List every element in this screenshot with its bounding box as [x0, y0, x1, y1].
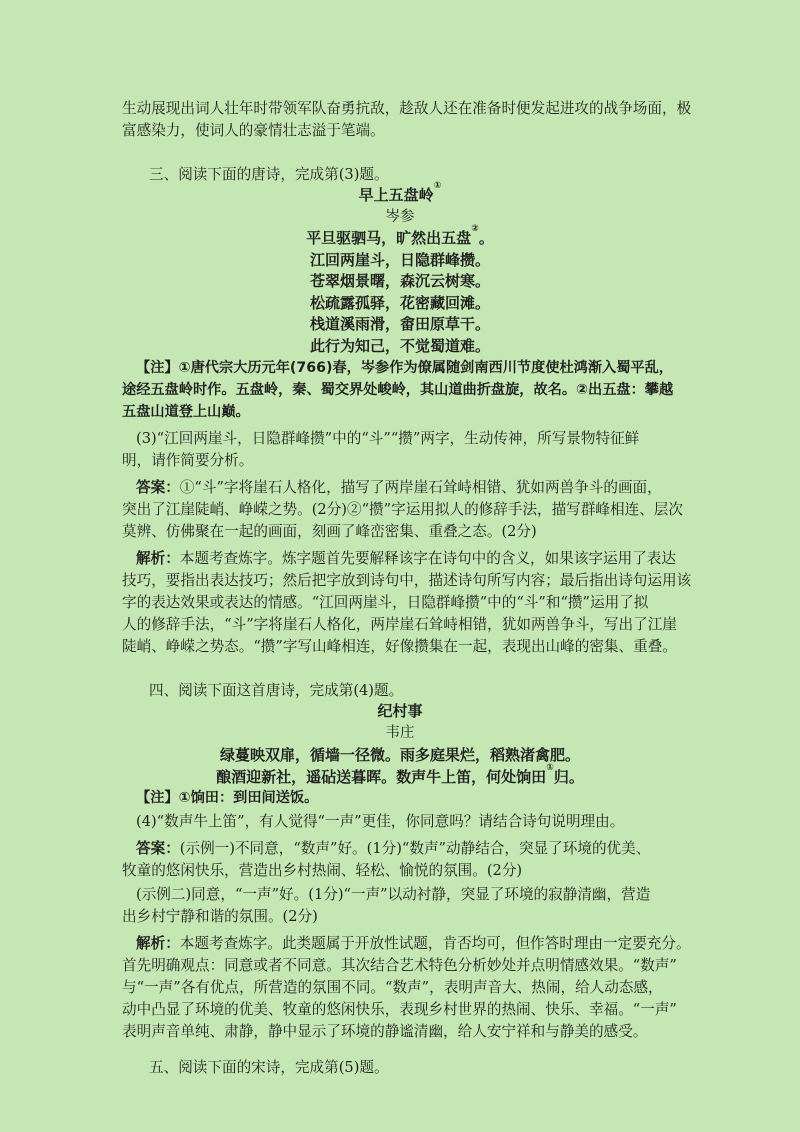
answer-4-line-2: 牧童的悠闲快乐，营造出乡村热闹、轻松、愉悦的氛围。(2分)	[122, 862, 523, 879]
poem-verse-2: 酿酒迎新社，遥砧送暮晖。数声牛上笛，何处饷田①归。	[216, 763, 584, 786]
section-4-heading: 四、阅读下面这首唐诗，完成第(4)题。	[149, 682, 404, 699]
note-line-1: 【注】①唐代宗大历元年(766)春，岑参作为僚属随剑南西川节度使杜鸿渐入蜀平乱，	[136, 360, 673, 376]
note-line-3: 五盘山道登上山巅。	[122, 404, 250, 420]
explanation-4-line-5: 表明声音单纯、肃静，静中显示了环境的静谧清幽，给人安宁祥和与静美的感受。	[122, 1023, 648, 1040]
question-4: (4)“数声牛上笛”，有人觉得“一声”更佳，你同意吗？请结合诗句说明理由。	[136, 813, 625, 830]
answer-3-line-2: 突出了江崖陡峭、峥嵘之势。(2分)②“攒”字运用拟人的修辞手法，描写群峰相连、层次	[122, 501, 683, 518]
explanation-3-line-1: 解析：本题考查炼字。炼字题首先要解释该字在诗句中的含义，如果该字运用了表达	[136, 550, 676, 567]
explanation-4-line-3: 与“一声”各有优点，所营造的氛围不同。“数声”，表明声音大、热闹，给人动态感，	[122, 979, 663, 996]
poem-verse-4: 松疏露孤驿，花密藏回滩。	[309, 294, 490, 312]
poem-verse-5: 栈道溪雨滑，畬田原草干。	[309, 315, 490, 333]
explanation-3-line-5: 陡峭、峥嵘之势态。“攒”字写山峰相连，好像攒集在一起，表现出山峰的密集、重叠。	[122, 638, 677, 655]
intro-line-2: 富感染力，使词人的豪情壮志溢于笔端。	[122, 122, 385, 139]
explanation-3-line-4: 人的修辞手法，“斗”字将崖石人格化，两岸崖石耸峙相错，犹如两兽争斗，写出了江崖	[122, 616, 677, 633]
question-3-line-1: (3)“江回两崖斗，日隐群峰攒”中的“斗”“攒”两字，生动传神，所写景物特征鲜	[136, 430, 640, 447]
poem-author-cencan: 岑参	[385, 209, 415, 225]
answer-4-line-1: 答案：(示例一)不同意，“数声”好。(1分)“数声”动静结合，突显了环境的优美、	[136, 840, 651, 857]
answer-4-line-4: 出乡村宁静和谐的氛围。(2分)	[122, 908, 318, 925]
poem-title-wupanling: 早上五盘岭①	[358, 181, 442, 204]
poem-verse-3: 苍翠烟景曙，森沉云树寒。	[309, 272, 490, 290]
poem-title-jicunshi: 纪村事	[377, 702, 423, 720]
poem-verse-6: 此行为知己，不觉蜀道难。	[309, 337, 490, 355]
explanation-4-line-2: 首先明确观点：同意或者不同意。其次结合艺术特色分析妙处并点明情感效果。“数声”	[122, 957, 677, 974]
question-3-line-2: 明，请作简要分析。	[122, 452, 254, 469]
section-5-heading: 五、阅读下面的宋诗，完成第(5)题。	[149, 1059, 389, 1076]
explanation-4-line-1: 解析：本题考查炼字。此类题属于开放性试题，肯否均可，但作答时理由一定要充分。	[136, 935, 691, 952]
explanation-4-line-4: 动中凸显了环境的优美、牧童的悠闲快乐，表现乡村世界的热闹、快乐、幸福。“一声”	[122, 1001, 677, 1018]
poem-verse-2: 江回两崖斗，日隐群峰攒。	[309, 251, 490, 269]
note-line: 【注】①饷田：到田间送饭。	[136, 790, 319, 806]
explanation-3-line-3: 字的表达效果或表达的情感。“江回两崖斗，日隐群峰攒”中的“斗”和“攒”运用了拟	[122, 594, 649, 611]
poem-verse-1: 平旦驱驷马，旷然出五盘②。	[306, 224, 494, 247]
poem-author-weizhuang: 韦庄	[385, 725, 415, 741]
explanation-3-line-2: 技巧，要指出表达技巧；然后把字放到诗句中，描述诗句所写内容；最后指出诗句运用该	[122, 572, 692, 589]
answer-4-line-3: (示例二)同意，“一声”好。(1分)“一声”以动衬静，突显了环境的寂静清幽，营造	[136, 886, 651, 903]
section-3-heading: 三、阅读下面的唐诗，完成第(3)题。	[149, 166, 389, 183]
intro-line-1: 生动展现出词人壮年时带领军队奋勇抗敌，趁敌人还在准备时便发起进攻的战争场面，极	[122, 100, 692, 117]
answer-3-line-1: 答案：①“斗”字将崖石人格化，描写了两岸崖石耸峙相错、犹如两兽争斗的画面，	[136, 479, 662, 496]
answer-3-line-3: 莫辨、仿佛聚在一起的画面，刻画了峰峦密集、重叠之态。(2分)	[122, 523, 537, 540]
note-line-2: 途经五盘岭时作。五盘岭，秦、蜀交界处峻岭，其山道曲折盘旋，故名。②出五盘：攀越	[122, 382, 674, 398]
poem-verse-1: 绿蔓映双扉，循墙一径微。雨多庭果烂，稻熟渚禽肥。	[219, 746, 580, 764]
